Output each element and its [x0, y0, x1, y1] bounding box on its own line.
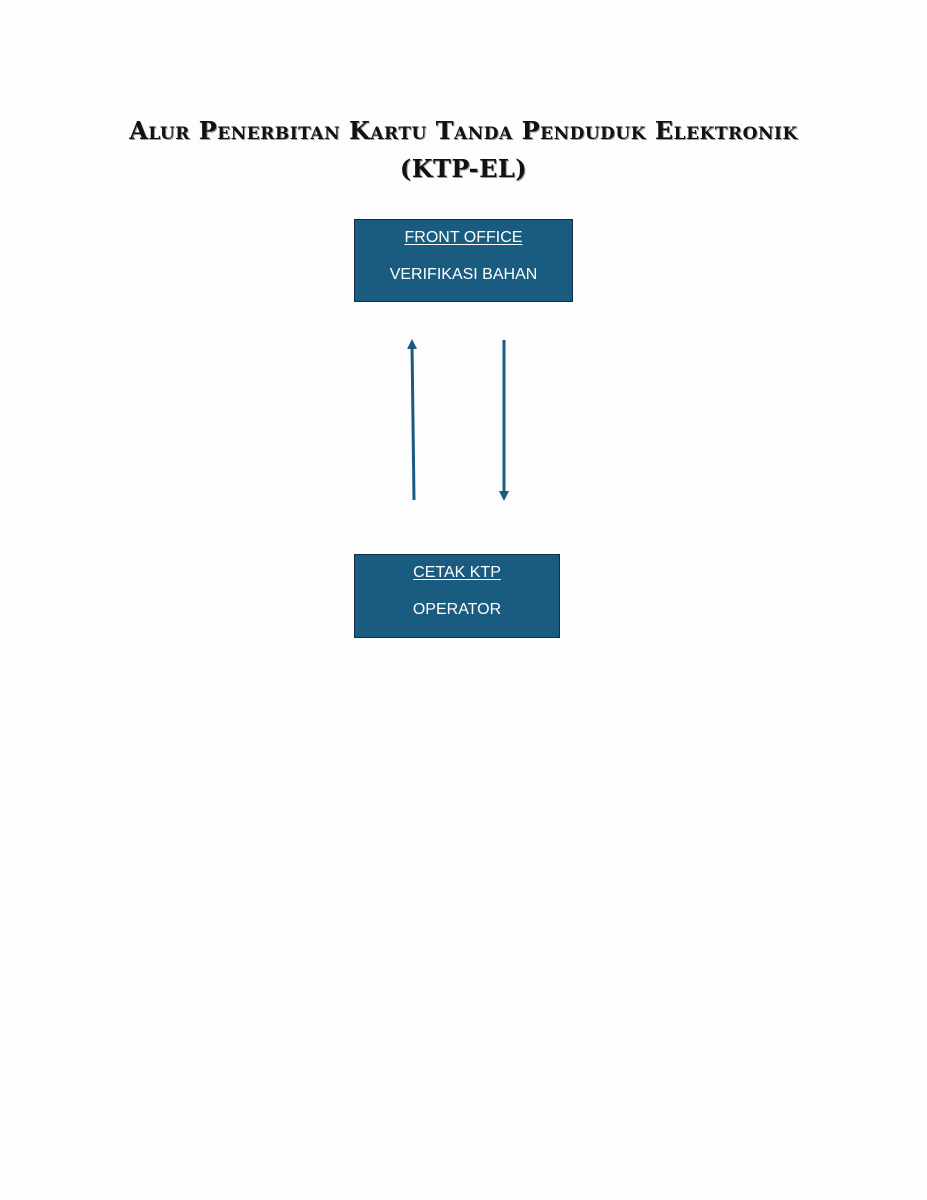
front-office-heading: FRONT OFFICE — [404, 229, 523, 246]
diagram-title-line1: Alur Penerbitan Kartu Tanda Penduduk Elektronik — [129, 116, 798, 145]
diagram-title-line2: (KTP-EL) — [399, 154, 528, 183]
cetak-ktp-label: OPERATOR — [412, 601, 502, 618]
front-office-label: VERIFIKASI BAHAN — [389, 266, 538, 283]
arrow-up-to-front-office — [412, 344, 414, 500]
cetak-ktp-heading: CETAK KTP — [413, 564, 501, 581]
cetak-ktp-box — [354, 554, 560, 638]
